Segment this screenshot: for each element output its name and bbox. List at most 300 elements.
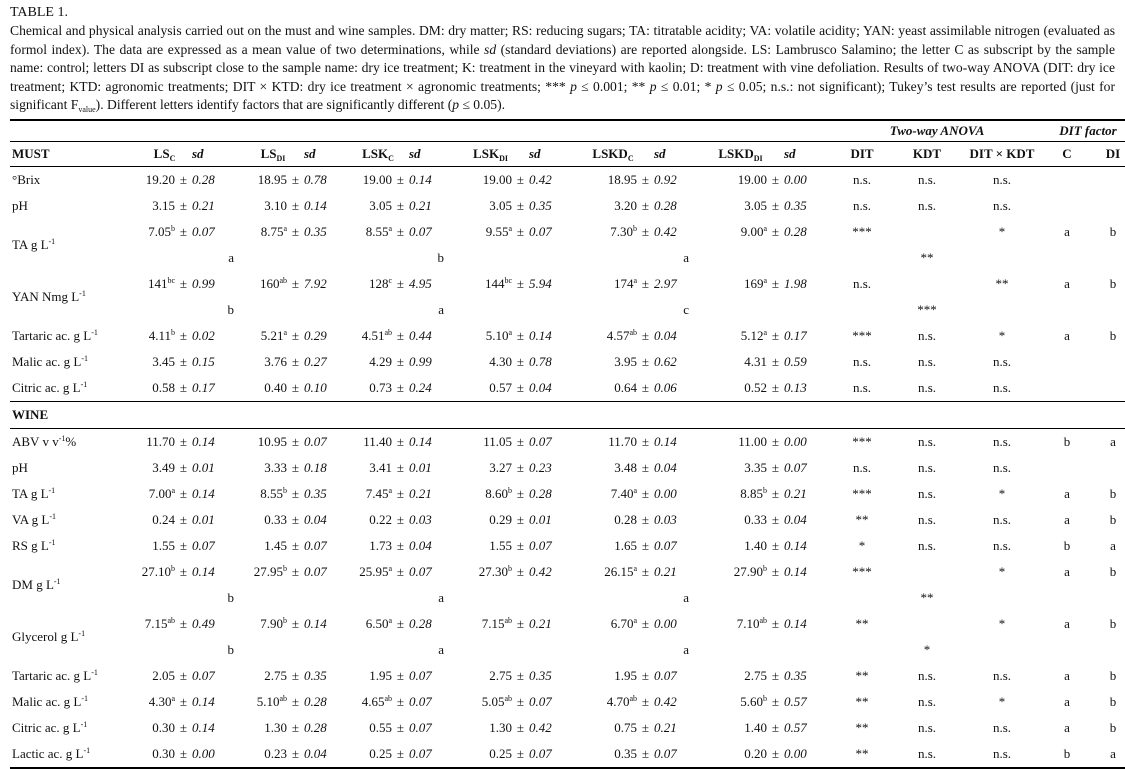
sd-value: 0.07	[304, 537, 327, 553]
table-figure	[10, 4, 1120, 769]
stat-value: n.s.	[917, 537, 937, 553]
mean-value	[137, 689, 175, 715]
tukey-letter: a	[508, 223, 512, 233]
sd-value: 0.04	[304, 741, 347, 768]
tukey-letter: b	[171, 223, 175, 233]
row-label	[10, 715, 137, 741]
sd-value: 0.03	[654, 511, 677, 527]
mean-number: 3.20	[614, 197, 637, 213]
factor-letter: b	[227, 641, 234, 657]
sd-value: 0.07	[409, 741, 452, 768]
stat-value: n.s.	[917, 719, 937, 735]
mean-value	[572, 741, 637, 768]
mean-value	[137, 455, 175, 481]
stat-value: a	[1064, 223, 1070, 239]
plus-minus: ±	[291, 719, 300, 735]
mean-value	[697, 741, 767, 768]
mean-number: 0.25	[369, 745, 392, 761]
table-row	[10, 166, 1125, 193]
plus-minus: ±	[512, 741, 529, 768]
mean-value	[242, 689, 287, 715]
mean-number: 7.15	[144, 615, 168, 631]
mean-value	[572, 428, 637, 455]
row-label-text: Citric ac. g L	[12, 719, 81, 735]
mean-value	[697, 271, 767, 297]
tukey-letter: a	[388, 223, 392, 233]
plus-minus: ±	[516, 327, 525, 343]
mean-value	[572, 323, 637, 349]
mean-number: 25.95	[359, 563, 389, 579]
stat-value: b	[1109, 719, 1117, 735]
sd-value: 0.35	[529, 197, 552, 213]
plus-minus: ±	[291, 353, 300, 369]
plus-minus: ±	[291, 693, 300, 709]
table-row	[10, 663, 1125, 689]
mean-number: 18.95	[257, 171, 287, 187]
sd-value: 0.44	[409, 327, 432, 343]
mean-number: 7.40	[610, 485, 634, 501]
mean-value	[137, 219, 175, 245]
plus-minus: ±	[516, 223, 525, 239]
tukey-letter: c	[388, 275, 392, 285]
mean-number: 9.55	[485, 223, 509, 239]
sd-value: 0.35	[529, 667, 552, 683]
mean-number: 0.75	[614, 719, 637, 735]
stat-value	[1042, 455, 1092, 481]
mean-number: 3.10	[264, 197, 287, 213]
mean-number: 4.30	[489, 353, 512, 369]
unit-exponent: -1	[79, 288, 86, 298]
sd-value: 0.04	[654, 327, 677, 343]
tukey-letter: a	[171, 693, 175, 703]
stat-value: a	[1092, 741, 1125, 768]
plus-minus: ±	[641, 459, 650, 475]
mean-value	[572, 715, 637, 741]
plus-minus: ±	[771, 615, 780, 631]
table-row	[10, 219, 1125, 245]
plus-minus: ±	[179, 379, 188, 395]
mean-number: 4.11	[148, 327, 171, 343]
column-header-row	[10, 141, 1125, 166]
mean-value	[452, 715, 512, 741]
stat-value: **	[855, 615, 869, 631]
stat-value: a	[1064, 719, 1070, 735]
stat-value: n.s.	[917, 327, 937, 343]
unit-exponent: -1	[80, 379, 88, 389]
sample-column-header	[572, 141, 654, 166]
plus-minus: ±	[396, 511, 405, 527]
stat-value: *	[998, 223, 1006, 239]
stat-value: **	[832, 741, 892, 768]
sd-value: 0.06	[654, 379, 677, 395]
mean-value	[347, 349, 392, 375]
mean-number: 0.23	[264, 745, 287, 761]
plus-minus: ±	[179, 511, 188, 527]
sd-value: 0.04	[304, 511, 327, 527]
plus-minus: ±	[179, 563, 188, 579]
mean-number: 3.05	[744, 197, 767, 213]
stat-value: b	[1109, 327, 1117, 343]
mean-value	[242, 166, 287, 193]
tukey-letter: a	[283, 223, 287, 233]
sample-subscript: C	[169, 153, 176, 163]
plus-minus: ±	[179, 327, 188, 343]
plus-minus: ±	[641, 693, 650, 709]
stat-value: *	[998, 615, 1006, 631]
mean-value	[697, 349, 767, 375]
tukey-letter: ab	[279, 275, 287, 285]
unit-exponent: -1	[80, 719, 88, 729]
mean-number: 8.55	[365, 223, 389, 239]
plus-minus: ±	[637, 741, 654, 768]
mean-number: 1.45	[264, 537, 287, 553]
sd-value: 0.07	[304, 433, 327, 449]
plus-minus: ±	[771, 327, 780, 343]
caption-segment: ≤ 0.05; n.s.: not significant); Tukey’s test results are reported (just for significant F	[10, 78, 1115, 112]
sample-column-header	[347, 141, 409, 166]
plus-minus: ±	[291, 197, 300, 213]
mean-number: 19.20	[145, 171, 175, 187]
plus-minus: ±	[396, 667, 405, 683]
row-label-text: DM g L	[12, 576, 54, 592]
mean-number: 160	[259, 275, 280, 291]
stat-value: b	[1109, 511, 1117, 527]
mean-number: 9.00	[740, 223, 764, 239]
mean-value	[347, 428, 392, 455]
stat-value: n.s.	[852, 379, 872, 395]
row-label-text: Citric ac. g L	[12, 379, 81, 395]
mean-value	[242, 428, 287, 455]
mean-value	[347, 663, 392, 689]
mean-value	[452, 271, 512, 297]
plus-minus: ±	[516, 511, 525, 527]
table-row	[10, 271, 1125, 297]
stat-value: n.s.	[852, 459, 872, 475]
mean-number: 27.90	[733, 563, 763, 579]
sd-value: 0.28	[529, 485, 552, 501]
section-header-wine: WINE	[10, 401, 1125, 428]
caption-segment: ≤ 0.05).	[459, 97, 506, 112]
table-row-sub	[10, 297, 1125, 323]
plus-minus: ±	[179, 615, 188, 631]
mean-value	[137, 611, 175, 637]
plus-minus: ±	[641, 275, 650, 291]
mean-value	[697, 715, 767, 741]
mean-number: 1.65	[614, 537, 637, 553]
stat-value: **	[855, 719, 869, 735]
mean-number: 4.51	[361, 327, 385, 343]
sd-value: 0.14	[654, 433, 677, 449]
sd-value: 0.28	[784, 223, 807, 239]
plus-minus: ±	[179, 719, 188, 735]
sd-value: 0.07	[529, 433, 552, 449]
stat-value: ***	[852, 223, 872, 239]
sd-value: 0.14	[529, 327, 552, 343]
mean-value	[697, 663, 767, 689]
row-label	[10, 375, 137, 402]
sd-value: 4.95	[409, 275, 432, 291]
plus-minus: ±	[179, 459, 188, 475]
sd-value: 0.42	[529, 171, 552, 187]
sample-subscript: DI	[499, 153, 508, 163]
mean-number: 3.15	[152, 197, 175, 213]
mean-number: 0.55	[369, 719, 392, 735]
mean-number: 5.21	[260, 327, 284, 343]
mean-number: 11.70	[146, 433, 175, 449]
row-label-text: TA g L	[12, 236, 49, 252]
stat-value: b	[1109, 223, 1117, 239]
tukey-letter: ab	[629, 327, 637, 337]
plus-minus: ±	[396, 615, 405, 631]
mean-value	[242, 533, 287, 559]
tukey-letter: a	[388, 485, 392, 495]
caption-segment: p	[570, 78, 577, 94]
mean-number: 128	[368, 275, 389, 291]
plus-minus: ±	[771, 511, 780, 527]
mean-value	[137, 428, 175, 455]
factor-letter: a	[683, 589, 689, 605]
stat-column-header: DI	[1092, 141, 1125, 166]
mean-number: 3.76	[264, 353, 287, 369]
mean-number: 1.40	[744, 537, 767, 553]
unit-exponent: -1	[91, 327, 98, 337]
sd-value: 0.14	[192, 563, 215, 579]
mean-value	[242, 323, 287, 349]
stat-value: n.s.	[852, 197, 872, 213]
mean-value	[572, 559, 637, 585]
sd-value: 0.99	[409, 353, 432, 369]
mean-value	[347, 741, 392, 768]
sd-column-header: sd	[529, 141, 572, 166]
plus-minus: ±	[179, 275, 188, 291]
mean-value	[697, 507, 767, 533]
unit-exponent: -1	[58, 433, 66, 443]
row-label-text: Tartaric ac. g L	[12, 327, 92, 343]
tukey-letter: a	[763, 223, 767, 233]
stat-value	[1042, 375, 1092, 402]
sample-name: LSK	[362, 145, 389, 161]
tukey-letter: b	[633, 223, 637, 233]
mean-number: 0.22	[369, 511, 392, 527]
plus-minus: ±	[771, 171, 780, 187]
plus-minus: ±	[771, 197, 780, 213]
mean-number: 11.40	[363, 433, 392, 449]
mean-value	[452, 219, 512, 245]
stat-value: n.s.	[992, 353, 1012, 369]
mean-value	[242, 559, 287, 585]
plus-minus: ±	[291, 615, 300, 631]
mean-value	[137, 507, 175, 533]
stat-value: n.s.	[917, 459, 937, 475]
stat-value: *	[858, 537, 866, 553]
row-label	[10, 611, 137, 663]
mean-value	[572, 663, 637, 689]
sd-value: 0.01	[409, 459, 432, 475]
kdt-value: ***	[917, 301, 937, 317]
table-row	[10, 559, 1125, 585]
plus-minus: ±	[516, 197, 525, 213]
two-way-anova-header: Two-way ANOVA	[832, 120, 1042, 142]
mean-number: 0.30	[152, 719, 175, 735]
mean-number: 5.10	[485, 327, 509, 343]
plus-minus: ±	[641, 327, 650, 343]
tukey-letter: b	[763, 563, 767, 573]
table-row	[10, 349, 1125, 375]
sd-value: 0.07	[304, 563, 327, 579]
mean-value	[347, 323, 392, 349]
sd-value: 0.28	[304, 719, 327, 735]
plus-minus: ±	[516, 615, 525, 631]
sample-name: LS	[153, 145, 170, 161]
tukey-letter: ab	[504, 615, 512, 625]
mean-number: 0.58	[152, 379, 175, 395]
table-row	[10, 741, 1125, 768]
tukey-letter: b	[283, 563, 287, 573]
mean-number: 5.60	[740, 693, 763, 709]
stat-value: b	[1063, 433, 1071, 449]
sd-value: 0.00	[784, 741, 832, 768]
mean-number: 3.45	[152, 353, 175, 369]
sd-value: 0.07	[409, 667, 432, 683]
sd-value: 0.17	[784, 327, 807, 343]
sd-value: 0.28	[192, 171, 215, 187]
row-label-text: Glycerol g L	[12, 628, 79, 644]
mean-number: 3.48	[614, 459, 637, 475]
sd-column-header: sd	[654, 141, 697, 166]
stat-value: b	[1063, 537, 1071, 553]
sd-value: 0.10	[304, 379, 327, 395]
mean-number: 7.00	[148, 485, 172, 501]
mean-value	[697, 375, 767, 402]
mean-value	[347, 611, 392, 637]
stat-value: **	[995, 275, 1009, 291]
plus-minus: ±	[291, 433, 300, 449]
plus-minus: ±	[771, 275, 780, 291]
sd-column-header: sd	[192, 141, 242, 166]
plus-minus: ±	[291, 667, 300, 683]
table-row	[10, 611, 1125, 637]
stat-value	[1092, 193, 1125, 219]
row-label	[10, 166, 137, 193]
sd-value: 0.01	[192, 511, 215, 527]
mean-number: 27.10	[141, 563, 171, 579]
plus-minus: ±	[641, 171, 650, 187]
tukey-letter: a	[763, 275, 767, 285]
mean-number: 3.35	[744, 459, 767, 475]
sd-value: 0.35	[784, 197, 807, 213]
mean-number: 8.60	[485, 485, 508, 501]
stat-value: a	[1064, 667, 1070, 683]
mean-value	[697, 689, 767, 715]
caption-segment: ≤ 0.001; **	[576, 78, 650, 94]
sample-subscript: DI	[276, 153, 286, 163]
stat-value: b	[1109, 563, 1117, 579]
tukey-letter: a	[171, 485, 175, 495]
stat-value: a	[1064, 485, 1070, 501]
sd-value: 0.57	[784, 719, 807, 735]
mean-value	[452, 323, 512, 349]
caption-segment: value	[78, 105, 96, 114]
sd-value: 0.14	[304, 615, 327, 631]
sd-value: 0.07	[529, 537, 552, 553]
plus-minus: ±	[396, 433, 405, 449]
plus-minus: ±	[516, 433, 525, 449]
table-row	[10, 323, 1125, 349]
table-row-sub	[10, 245, 1125, 271]
table-caption	[10, 22, 1115, 115]
plus-minus: ±	[179, 485, 188, 501]
plus-minus: ±	[771, 563, 780, 579]
mean-value	[697, 533, 767, 559]
tukey-letter: b	[508, 485, 512, 495]
mean-number: 2.75	[744, 667, 767, 683]
mean-number: 6.50	[365, 615, 389, 631]
stat-value: n.s.	[992, 537, 1012, 553]
stat-value: b	[1109, 275, 1117, 291]
row-label-text: pH	[12, 197, 28, 213]
stat-value: *	[998, 327, 1006, 343]
mean-value	[347, 689, 392, 715]
mean-number: 4.31	[744, 353, 767, 369]
mean-number: 10.95	[257, 433, 287, 449]
tukey-letter: a	[633, 563, 637, 573]
mean-value	[452, 533, 512, 559]
plus-minus: ±	[396, 353, 405, 369]
stat-value	[1042, 349, 1092, 375]
tukey-letter: b	[763, 693, 767, 703]
row-label	[10, 428, 137, 455]
mean-number: 1.55	[152, 537, 175, 553]
stat-value: n.s.	[917, 197, 937, 213]
row-label-text: ABV v v	[12, 433, 59, 449]
row-label	[10, 507, 137, 533]
stat-value: n.s.	[992, 197, 1012, 213]
kdt-value: **	[920, 589, 934, 605]
tukey-letter: a	[633, 485, 637, 495]
stat-value: **	[855, 511, 869, 527]
mean-value	[347, 455, 392, 481]
mean-value	[572, 166, 637, 193]
plus-minus: ±	[641, 197, 650, 213]
tukey-letter: ab	[759, 615, 767, 625]
row-label-text: TA g L	[12, 485, 49, 501]
data-table	[10, 119, 1125, 769]
section-row	[10, 401, 1125, 428]
sd-value: 0.15	[192, 353, 215, 369]
unit-exponent: -1	[78, 628, 86, 638]
plus-minus: ±	[396, 379, 405, 395]
mean-number: 11.70	[608, 433, 637, 449]
mean-value	[452, 375, 512, 402]
mean-number: 141	[147, 275, 168, 291]
mean-value	[572, 375, 637, 402]
table-row-sub	[10, 585, 1125, 611]
mean-value	[452, 689, 512, 715]
sample-name: LSKD	[718, 145, 754, 161]
mean-number: 8.85	[740, 485, 763, 501]
tukey-letter: a	[763, 327, 767, 337]
plus-minus: ±	[179, 667, 188, 683]
mean-number: 7.15	[481, 615, 505, 631]
mean-number: 4.30	[148, 693, 172, 709]
stat-value: n.s.	[962, 741, 1042, 768]
plus-minus: ±	[287, 741, 304, 768]
mean-value	[137, 741, 175, 768]
sd-value: 0.92	[654, 171, 677, 187]
stat-value: a	[1064, 693, 1070, 709]
factor-letter: a	[438, 641, 444, 657]
unit-exponent: -1	[49, 511, 56, 521]
